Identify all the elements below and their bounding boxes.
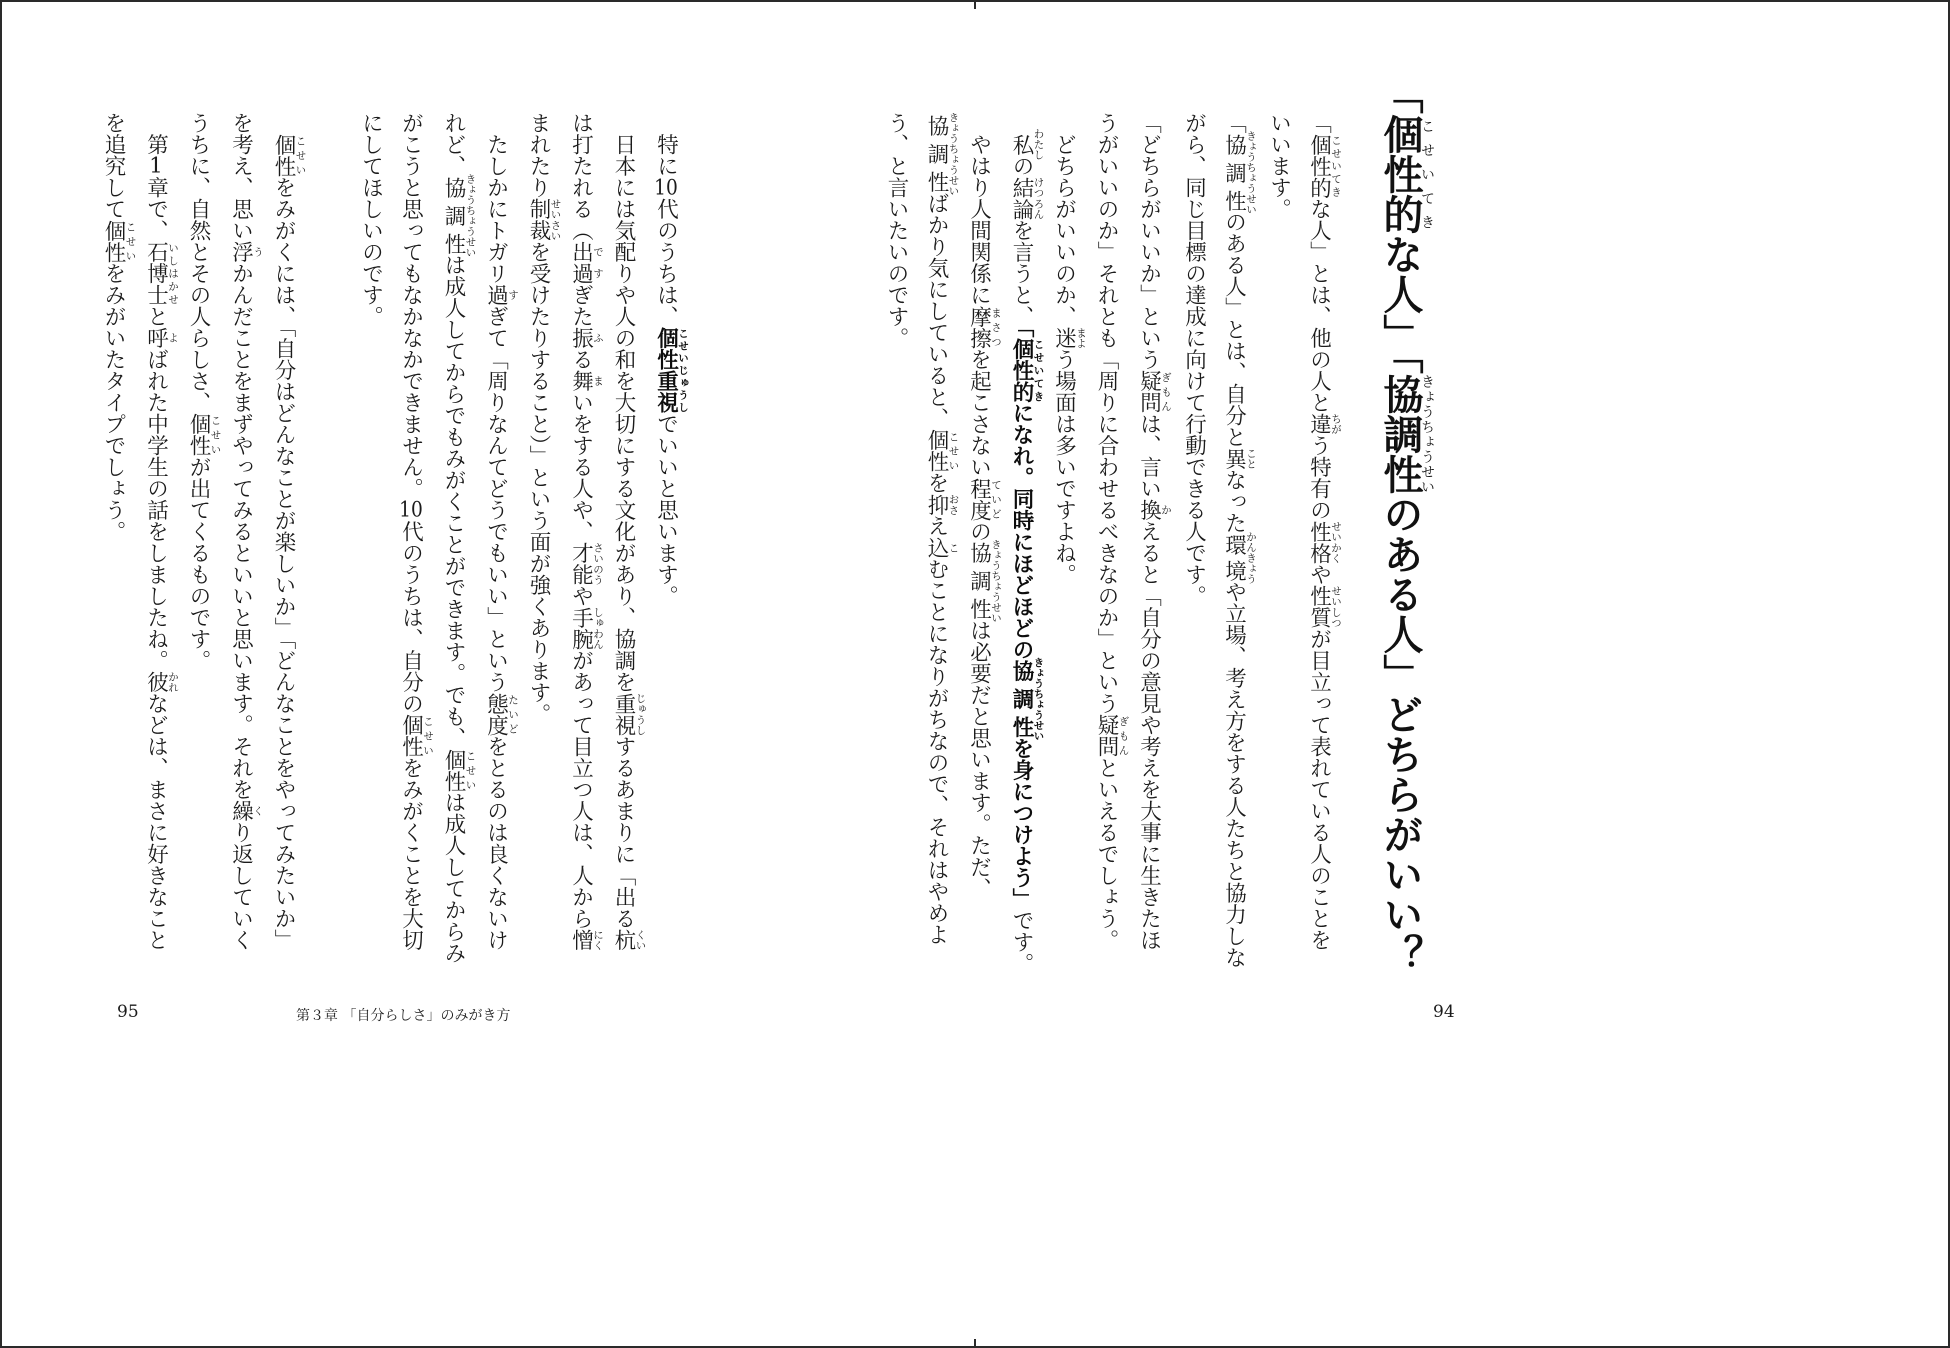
ruby-word xyxy=(1136,499,1172,521)
ruby-word xyxy=(1306,133,1342,199)
text-column xyxy=(520,112,562,992)
ruby-base: 振 xyxy=(568,327,594,349)
ruby-base: 個性 xyxy=(271,133,296,177)
ruby-word xyxy=(924,112,960,196)
text-run: や立場、考え方をする人たちと協力しな xyxy=(1221,581,1247,969)
text-run: うがいいのか」それとも「周りに合わせるべきなのか」という xyxy=(1094,112,1119,714)
ruby-word xyxy=(143,241,179,306)
text-run: にしてほしいのです。 xyxy=(358,112,384,327)
ruby-base: 環境 xyxy=(1221,531,1247,584)
ruby-word xyxy=(143,327,179,349)
text-column xyxy=(647,112,689,992)
furigana: わたし xyxy=(1032,128,1045,160)
text-column xyxy=(1088,112,1130,992)
ruby-base: 才能 xyxy=(568,542,594,585)
furigana: きょうちょうせい xyxy=(464,173,477,258)
text-run: な人」とは、他の人と xyxy=(1306,198,1332,413)
furigana: こと xyxy=(1245,447,1257,469)
tate-chu-yoko: 10 xyxy=(654,176,678,198)
ruby-base: 個性 xyxy=(398,714,424,757)
crop-mark-top xyxy=(974,0,976,9)
text-run: のある人」どちらがいい？ xyxy=(1377,494,1423,974)
text-run: る xyxy=(568,348,594,370)
furigana: さいのう xyxy=(592,542,604,585)
ruby-base: 疑問 xyxy=(1094,714,1119,757)
text-run: を xyxy=(924,472,949,494)
furigana: です xyxy=(592,241,604,284)
running-head: 第３章 「自分らしさ」のみがき方 xyxy=(296,1008,511,1024)
text-run: や xyxy=(568,585,594,607)
ruby-base: 個性的 xyxy=(1009,337,1034,403)
text-run: やはり人間関係に xyxy=(966,112,992,306)
ruby-word xyxy=(568,606,604,650)
furigana: よ xyxy=(167,327,179,349)
ruby-word xyxy=(966,305,1002,349)
ruby-word xyxy=(611,692,647,736)
furigana: くい xyxy=(634,929,647,951)
ruby-word xyxy=(1306,413,1342,435)
text-column xyxy=(350,112,392,992)
text-run: を考え、思い xyxy=(228,112,254,241)
ruby-base: 個性 xyxy=(186,413,211,456)
text-run: でいいと思います。 xyxy=(653,413,679,607)
text-run: といえるでしょう。 xyxy=(1094,757,1119,951)
ruby-base: 過 xyxy=(483,284,509,306)
text-run: が出てくるものです。 xyxy=(186,456,211,671)
furigana: きょうちょうせい xyxy=(990,538,1002,623)
text-run: う特有の xyxy=(1306,434,1332,521)
furigana: く xyxy=(252,800,264,822)
furigana: けつろん xyxy=(1032,176,1045,220)
furigana: きょうちょうせい xyxy=(1245,130,1257,215)
text-run: な人」「 xyxy=(1377,234,1423,374)
page-number-left: 95 xyxy=(117,1002,139,1022)
ruby-base: 舞 xyxy=(568,370,594,392)
furigana: しゅわん xyxy=(592,606,604,650)
furigana: にく xyxy=(592,929,604,951)
ruby-base: 協調性 xyxy=(1221,130,1247,215)
text-run: 第 xyxy=(143,112,169,155)
ruby-word xyxy=(483,692,519,736)
text-run: や xyxy=(1306,563,1332,585)
ruby-word xyxy=(228,800,264,822)
text-run: をみがいたタイプでしょう。 xyxy=(101,262,126,542)
text-run: 代のうちは、 xyxy=(653,198,679,327)
furigana: きょうちょうせい xyxy=(1032,657,1045,741)
text-run: ぎて「周りなんてどうでもいい」という xyxy=(483,305,509,693)
text-run: かんだことをまずやってみるといいと思います。それを xyxy=(228,262,254,800)
text-column xyxy=(875,112,917,992)
furigana: こ xyxy=(947,536,960,559)
text-run: えると「自分の意見や考えを大事に生きたほ xyxy=(1136,520,1162,951)
ruby-word xyxy=(611,929,647,951)
furigana: せいさい xyxy=(549,198,562,241)
ruby-base: 異 xyxy=(1221,447,1247,469)
ruby-base: 性格 xyxy=(1306,520,1332,564)
section-heading xyxy=(1364,74,1436,1014)
text-run: がら、同じ目標の達成に向けて行動できる人です。 xyxy=(1181,112,1207,607)
text-run: は必要だと思います。ただ、 xyxy=(966,619,992,899)
text-run: 「どちらがいいか」という xyxy=(1136,112,1162,370)
text-run: と xyxy=(143,305,169,327)
ruby-base: 態度 xyxy=(483,692,509,736)
furigana: こせい xyxy=(464,748,477,792)
ruby-word xyxy=(143,671,179,693)
ruby-base: 協調性 xyxy=(441,173,466,258)
ruby-word xyxy=(1094,714,1130,757)
ruby-base: 違 xyxy=(1306,413,1332,435)
ruby-base: 個性 xyxy=(441,748,466,792)
text-run: を身につけよう」 xyxy=(1009,737,1034,910)
ruby-word xyxy=(568,241,604,284)
text-run: なった xyxy=(1221,469,1247,534)
text-run: ばれた中学生の話をしましたね。 xyxy=(143,348,169,671)
ruby-base: 性質 xyxy=(1306,585,1332,628)
ruby-base: 私 xyxy=(1009,128,1034,160)
tate-chu-yoko: 10 xyxy=(399,499,423,521)
ruby-word xyxy=(526,198,562,241)
furigana: きょうちょうせい xyxy=(1419,374,1435,494)
text-run: は成人してからでもみがくことができます。でも、 xyxy=(441,254,466,749)
text-run: を起こさない xyxy=(966,348,992,478)
furigana: う xyxy=(252,241,264,263)
ruby-base: 協調性 xyxy=(1009,657,1034,741)
ruby-word xyxy=(924,536,960,559)
text-run: の xyxy=(1009,155,1034,177)
furigana: こせい xyxy=(947,429,960,473)
ruby-word xyxy=(1009,176,1045,220)
ruby-base: 繰 xyxy=(228,800,254,822)
ruby-base: 彼 xyxy=(143,671,169,693)
ruby-base: 呼 xyxy=(143,327,169,349)
ruby-base: 制裁 xyxy=(526,198,551,241)
furigana: せいしつ xyxy=(1330,585,1342,628)
furigana: きょうちょうせい xyxy=(947,112,960,196)
ruby-base: 迷 xyxy=(1051,327,1077,349)
ruby-word xyxy=(966,538,1002,623)
ruby-word xyxy=(1009,657,1045,741)
ruby-base: 憎 xyxy=(568,929,594,951)
text-run: いをする人や、 xyxy=(568,391,594,542)
text-column xyxy=(918,112,960,992)
ruby-base: 手腕 xyxy=(568,606,594,650)
text-run: 「 xyxy=(1306,112,1332,134)
furigana: ていど xyxy=(990,477,1002,521)
furigana: か xyxy=(1160,499,1172,521)
furigana: いしはかせ xyxy=(167,241,179,306)
text-run: を言うと、 xyxy=(1009,219,1034,327)
ruby-base: 抑 xyxy=(924,493,949,516)
furigana: まよ xyxy=(1075,327,1087,349)
furigana: す xyxy=(507,284,519,306)
ruby-base: 重視 xyxy=(611,692,636,736)
text-column xyxy=(605,112,647,992)
ruby-word xyxy=(568,327,604,349)
text-run: がこうと思ってもなかなかできません。 xyxy=(398,112,424,499)
ruby-base: 疑問 xyxy=(1136,370,1162,413)
furigana: たいど xyxy=(507,692,519,736)
ruby-base: 協調性 xyxy=(924,112,949,196)
ruby-word xyxy=(1051,327,1087,349)
text-run: をみがくには、「自分はどんなことが楽しいか」「どんなことをやってみたいか」 xyxy=(271,176,296,951)
text-column xyxy=(95,112,137,992)
text-run: 「 xyxy=(1221,112,1247,134)
ruby-word xyxy=(186,413,222,456)
text-run: は成人してからみ xyxy=(441,791,466,964)
ruby-word xyxy=(924,429,960,473)
text-run: です。 xyxy=(1009,909,1034,975)
furigana: かれ xyxy=(167,671,179,693)
text-run: 章で、 xyxy=(143,176,169,241)
ruby-base: 個性重視 xyxy=(653,327,679,413)
ruby-word xyxy=(1009,128,1045,160)
ruby-base: 個性 xyxy=(101,219,126,263)
ruby-base: 石博士 xyxy=(143,241,169,306)
ruby-word xyxy=(1221,447,1257,470)
furigana: じゅうし xyxy=(634,692,647,736)
furigana: まさつ xyxy=(990,305,1002,349)
ruby-base: 個性的 xyxy=(1306,133,1332,198)
furigana: ちが xyxy=(1330,413,1342,435)
text-column xyxy=(1130,112,1172,992)
text-column xyxy=(180,112,222,992)
ruby-base: 個性 xyxy=(924,429,949,473)
text-run: どちらがいいのか、 xyxy=(1051,112,1077,327)
text-column xyxy=(137,112,179,992)
ruby-base: 摩擦 xyxy=(966,305,992,349)
ruby-word xyxy=(398,714,434,757)
ruby-base: 個性的 xyxy=(1377,114,1423,234)
furigana: こせい xyxy=(209,413,222,456)
blank-column xyxy=(307,112,349,992)
ruby-base: 協調性 xyxy=(1377,374,1423,494)
text-run: は打たれる（ xyxy=(568,112,594,241)
text-run: うちに、自然とその人らしさ、 xyxy=(186,112,211,413)
text-column xyxy=(960,112,1002,992)
furigana: こせいじゅうし xyxy=(677,327,689,413)
text-run: のある人」とは、自分と xyxy=(1221,211,1247,448)
furigana: せいかく xyxy=(1330,520,1342,564)
text-column xyxy=(1173,112,1215,992)
ruby-word xyxy=(568,542,604,585)
text-run: 「 xyxy=(1377,74,1423,114)
text-column xyxy=(392,112,434,992)
text-run: の xyxy=(966,520,992,542)
furigana: ま xyxy=(592,370,604,392)
ruby-word xyxy=(568,929,604,951)
text-run: たしかにトガリ xyxy=(483,112,509,284)
text-run: があって目立つ人は、人から xyxy=(568,649,594,929)
ruby-word xyxy=(483,284,519,306)
text-run: れど、 xyxy=(441,112,466,177)
text-run: になれ。同時にほどほどの xyxy=(1009,402,1034,661)
ruby-base: 浮 xyxy=(228,241,254,263)
text-run xyxy=(271,112,296,134)
text-run: ばかり気にしていると、 xyxy=(924,192,949,430)
text-run: まれたり xyxy=(526,112,551,198)
text-run: り返していく xyxy=(228,821,254,951)
text-run: 代のうちは、自分の xyxy=(398,520,424,714)
text-run: を受けたりすること）」という面が強くあります。 xyxy=(526,241,551,725)
ruby-word xyxy=(1221,531,1257,584)
text-run: をとるのは良くないけ xyxy=(483,735,509,951)
text-run: う場面は多いですよね。 xyxy=(1051,348,1077,585)
ruby-word xyxy=(1377,114,1435,234)
furigana: こせい xyxy=(294,133,307,177)
ruby-word xyxy=(1221,130,1257,215)
text-run: するあまりに「出る xyxy=(611,735,636,929)
ruby-word xyxy=(441,748,477,792)
ruby-base: 込 xyxy=(924,536,949,559)
furigana: こせいてき xyxy=(1419,114,1435,234)
furigana: こせいてき xyxy=(1330,133,1342,198)
text-run: 「 xyxy=(1009,327,1034,338)
ruby-word xyxy=(441,173,477,258)
ruby-word xyxy=(1306,520,1342,564)
ruby-base: 杭 xyxy=(611,929,636,951)
text-run: 特に xyxy=(653,112,679,177)
page-number-right: 94 xyxy=(1433,1002,1455,1022)
ruby-word xyxy=(924,493,960,516)
ruby-base: 換 xyxy=(1136,499,1162,521)
text-column xyxy=(265,112,307,992)
ruby-word xyxy=(1009,337,1045,403)
furigana: おさ xyxy=(947,493,960,516)
text-run: が目立って表れている人のことを xyxy=(1306,628,1332,951)
text-run: 日本には気配りや人の和を大切にする文化があり、協調を xyxy=(611,112,636,693)
furigana: ふ xyxy=(592,327,604,349)
furigana: こせい xyxy=(422,714,434,757)
ruby-word xyxy=(101,219,137,263)
text-run: いいます。 xyxy=(1266,112,1292,220)
text-column xyxy=(1045,112,1087,992)
text-run: を追究して xyxy=(101,112,126,220)
text-column xyxy=(435,112,477,992)
text-run: え xyxy=(924,515,949,537)
furigana: こせいてき xyxy=(1032,337,1045,403)
tate-chu-yoko: 1 xyxy=(149,155,163,177)
crop-mark-bottom xyxy=(974,1339,976,1348)
text-run: をみがくことを大切 xyxy=(398,757,424,951)
text-column xyxy=(477,112,519,992)
text-run: むことになりがちなので、それはやめよ xyxy=(924,558,949,946)
text-column xyxy=(1215,112,1257,992)
ruby-base: 協調性 xyxy=(966,538,992,623)
text-column xyxy=(1258,112,1300,992)
text-column xyxy=(1300,112,1342,992)
ruby-word xyxy=(568,370,604,392)
text-run: ぎた xyxy=(568,284,594,327)
furigana: かんきょう xyxy=(1245,531,1257,584)
text-run: は、言い xyxy=(1136,413,1162,499)
text-column xyxy=(1003,112,1045,992)
ruby-word xyxy=(1306,585,1342,628)
text-column xyxy=(222,112,264,992)
ruby-word xyxy=(653,327,689,413)
ruby-base: 出過 xyxy=(568,241,594,284)
ruby-word xyxy=(1136,370,1172,413)
ruby-base: 結論 xyxy=(1009,176,1034,220)
text-run: う、と言いたいのです。 xyxy=(884,112,909,349)
furigana: こせい xyxy=(124,219,137,263)
ruby-word xyxy=(228,241,264,263)
ruby-word xyxy=(966,477,1002,521)
ruby-word xyxy=(1377,374,1435,494)
ruby-word xyxy=(271,133,307,177)
text-run: などは、まさに好きなこと xyxy=(143,692,169,951)
furigana: ぎもん xyxy=(1117,714,1130,757)
ruby-base: 程度 xyxy=(966,477,992,521)
text-column xyxy=(562,112,604,992)
furigana: ぎもん xyxy=(1160,370,1172,413)
